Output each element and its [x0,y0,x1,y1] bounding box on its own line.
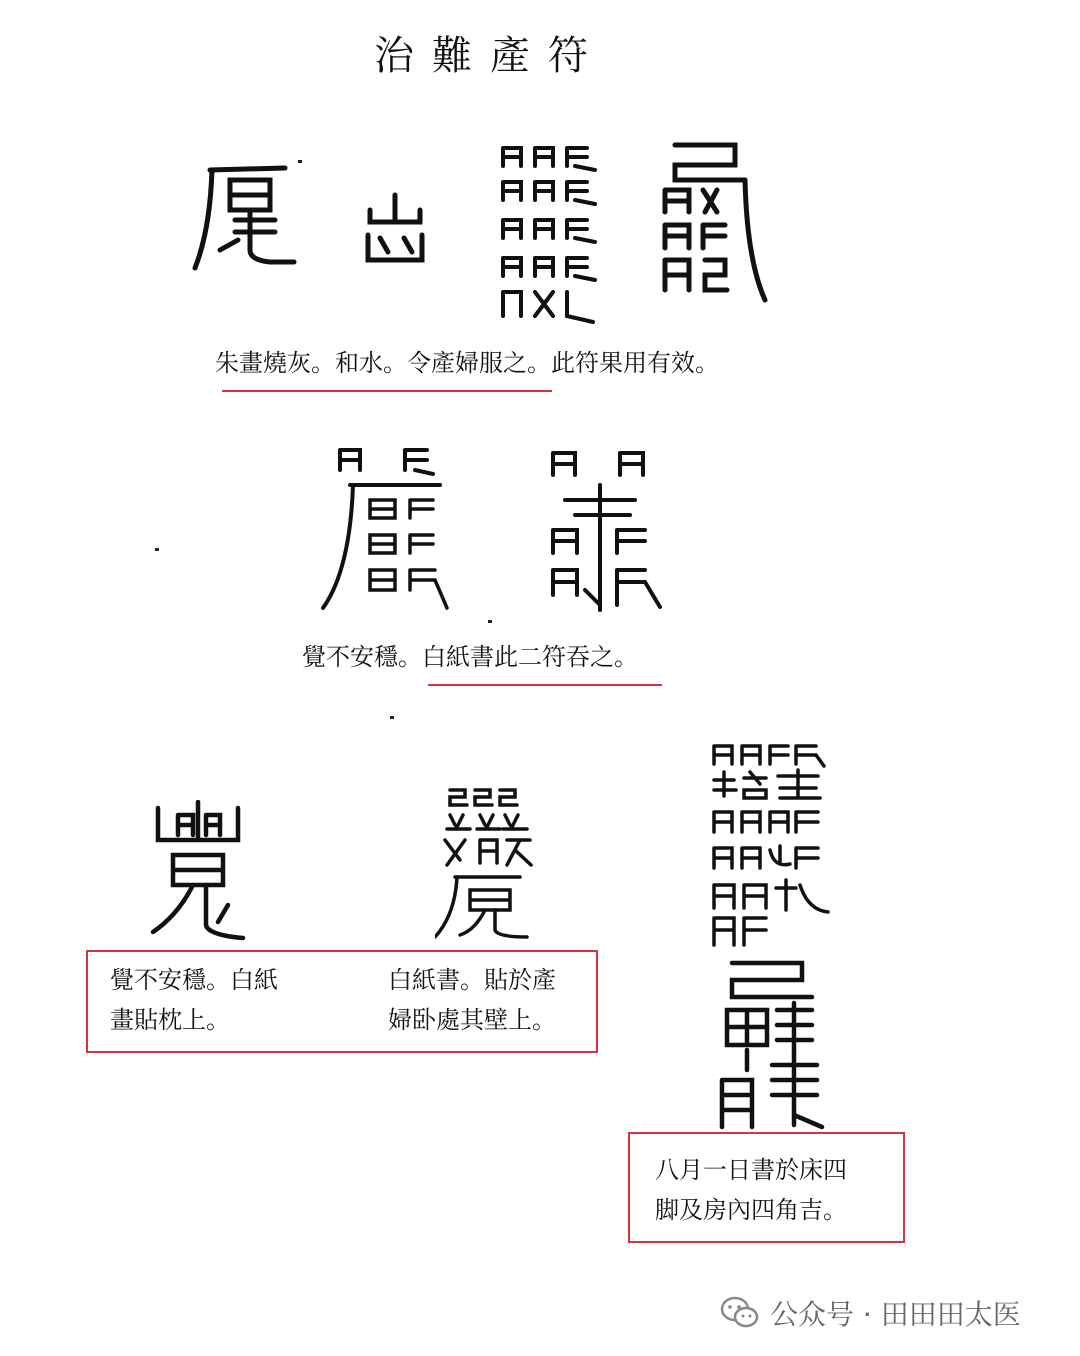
wechat-icon [720,1296,760,1330]
caption-row-1: 朱畫燒灰。和水。令產婦服之。此符果用有效。 [215,349,719,377]
box-left-col-2-line-1: 白紙書。貼於產 [388,966,556,994]
box-left-col-2-line-2: 婦卧處其壁上。 [388,1006,556,1034]
box-right-text [655,1150,847,1230]
scan-speck [298,160,302,163]
box-left-col-1 [110,960,278,1040]
watermark-text: 公众号 · 田田田太医 [770,1298,1021,1331]
talisman-9 [708,740,833,955]
scan-speck [390,716,394,719]
watermark [720,1290,1021,1336]
box-right-line-2: 脚及房內四角吉。 [655,1196,847,1224]
red-underline-2 [428,684,662,686]
talisman-1 [190,150,300,280]
talisman-10 [712,955,827,1130]
box-left-col-1-line-2: 畫貼枕上。 [110,1006,230,1034]
talisman-3 [495,140,600,325]
talisman-7 [148,800,248,945]
talisman-2 [360,190,430,265]
box-left-col-1-line-1: 覺不安穩。白紙 [110,966,278,994]
page-title: 治難產符 [374,33,606,79]
red-underline-1 [222,390,552,392]
box-right-line-1: 八月一日書於床四 [655,1156,847,1184]
scan-speck [155,548,159,551]
caption-row-2: 覺不安穩。白紙書此二符吞之。 [302,643,638,671]
talisman-6 [545,445,665,615]
talisman-8 [435,785,535,945]
talisman-4 [655,140,770,305]
scan-speck [488,620,492,623]
talisman-5 [315,440,460,615]
box-left-col-2 [388,960,556,1040]
